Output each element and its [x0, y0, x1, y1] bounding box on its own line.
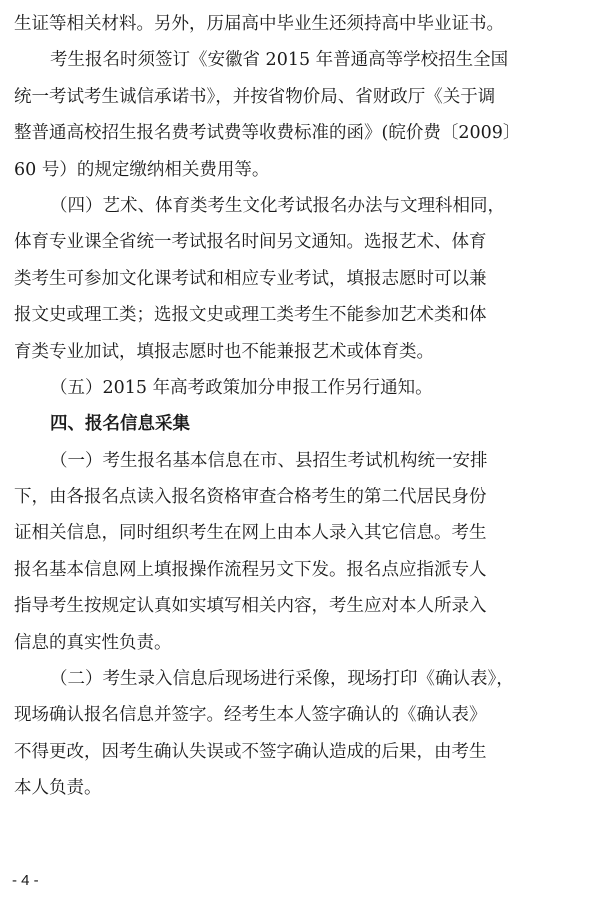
page-number: - 4 -	[12, 872, 39, 889]
paragraph-line: 信息的真实性负责。	[14, 632, 172, 653]
paragraph-line: 现场确认报名信息并签字。经考生本人签字确认的《确认表》	[14, 705, 487, 726]
paragraph-line: 不得更改，因考生确认失误或不签字确认造成的后果，由考生	[14, 741, 487, 762]
paragraph-line: （五）2015 年高考政策加分申报工作另行通知。	[50, 377, 433, 398]
paragraph-line: 考生报名时须签订《安徽省 2015 年普通高等学校招生全国	[50, 50, 509, 71]
paragraph-line: 整普通高校招生报名费考试费等收费标准的函》(皖价费〔2009〕	[14, 123, 521, 144]
paragraph-line: （一）考生报名基本信息在市、县招生考试机构统一安排	[50, 450, 488, 471]
paragraph-line: 报文史或理工类；选报文史或理工类考生不能参加艺术类和体	[14, 305, 487, 326]
paragraph-line: 报名基本信息网上填报操作流程另文下发。报名点应指派专人	[14, 559, 487, 580]
paragraph-line: 类考生可参加文化课考试和相应专业考试，填报志愿时可以兼	[14, 268, 487, 289]
section-heading: 四、报名信息采集	[50, 414, 190, 435]
paragraph-line: 本人负责。	[14, 778, 102, 799]
paragraph-line: 生证等相关材料。另外，历届高中毕业生还须持高中毕业证书。	[14, 14, 504, 34]
paragraph-line: 体育专业课全省统一考试报名时间另文通知。选报艺术、体育	[14, 232, 487, 253]
paragraph-line: 指导考生按规定认真如实填写相关内容，考生应对本人所录入	[14, 596, 487, 617]
document-body	[14, 6, 586, 807]
paragraph-line: 证相关信息，同时组织考生在网上由本人录入其它信息。考生	[14, 523, 487, 544]
paragraph-line: 统一考试考生诚信承诺书》，并按省物价局、省财政厅《关于调	[14, 86, 496, 107]
paragraph-line: （四）艺术、体育类考生文化考试报名办法与文理科相同，	[50, 195, 505, 216]
paragraph-line: （二）考生录入信息后现场进行采像，现场打印《确认表》，	[50, 669, 514, 690]
paragraph-line: 60 号）的规定缴纳相关费用等。	[14, 159, 270, 180]
paragraph-line: 下，由各报名点读入报名资格审查合格考生的第二代居民身份	[14, 487, 487, 508]
paragraph-line: 育类专业加试，填报志愿时也不能兼报艺术或体育类。	[14, 341, 434, 362]
